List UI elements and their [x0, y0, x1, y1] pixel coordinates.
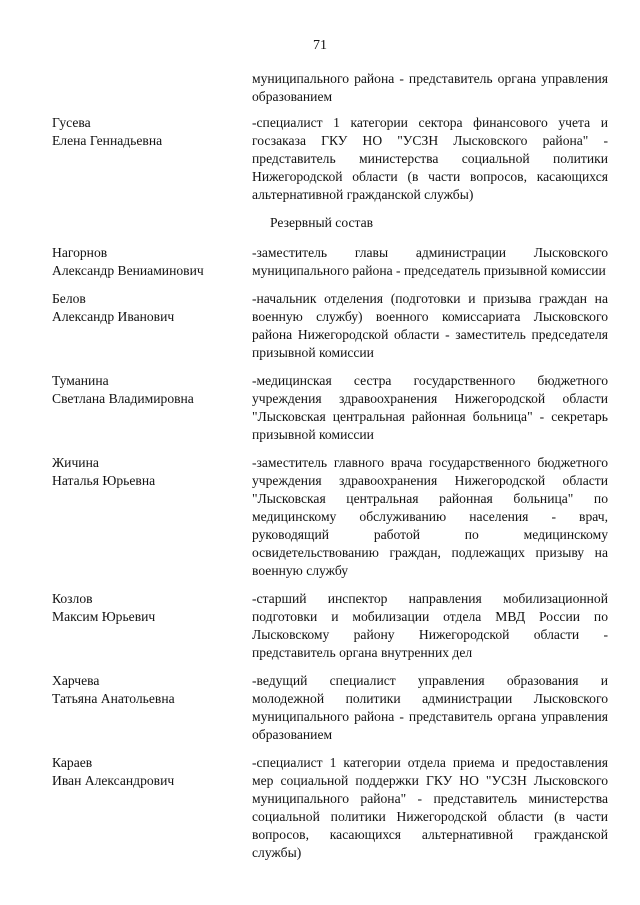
member-given-names: Татьяна Анатольевна	[52, 691, 175, 706]
member-surname: Козлов	[52, 591, 93, 606]
member-name	[52, 290, 252, 362]
member-name	[52, 372, 252, 444]
continuation-paragraph: муниципального района - представитель органа управления образованием	[252, 71, 608, 104]
reserve-member-entry	[52, 372, 608, 444]
member-surname: Туманина	[52, 373, 109, 388]
member-entry	[52, 114, 608, 204]
reserve-member-entry	[52, 590, 608, 662]
member-surname: Гусева	[52, 115, 91, 130]
member-role: -специалист 1 категории сектора финансового учета и госзаказа ГКУ НО "УСЗН Лысковского района" - представитель министерства социальной политики Нижегородской области (в части вопросов, касающихся альтернативной гражданской службы)	[252, 115, 608, 202]
reserve-section-title: Резервный состав	[270, 215, 374, 230]
reserve-member-entry	[52, 244, 608, 280]
member-given-names: Наталья Юрьевна	[52, 473, 156, 488]
member-name	[52, 590, 252, 662]
reserve-member-entry	[52, 754, 608, 862]
page-number: 71	[313, 38, 327, 53]
member-surname: Харчева	[52, 673, 100, 688]
member-role: -старший инспектор направления мобилизационной подготовки и мобилизации отдела МВД России по Лысковскому району Нижегородской области - представитель органа внутренних дел	[252, 591, 608, 660]
member-role: -заместитель главы администрации Лысковского муниципального района - председатель призывной комиссии	[252, 245, 608, 278]
member-role: -специалист 1 категории отдела приема и предоставления мер социальной поддержки ГКУ НО "УСЗН Лысковского муниципального района" - представитель министерства социальной политики Нижегородской области (в части вопросов, касающихся альтернативной гражданской службы)	[252, 755, 608, 860]
reserve-member-entry	[52, 672, 608, 744]
member-name	[52, 672, 252, 744]
reserve-member-entry	[52, 454, 608, 580]
member-given-names: Светлана Владимировна	[52, 391, 194, 406]
member-name	[52, 244, 252, 280]
member-given-names: Иван Александрович	[52, 773, 175, 788]
member-given-names: Александр Иванович	[52, 309, 175, 324]
member-name	[52, 754, 252, 862]
member-role: -ведущий специалист управления образования и молодежной политики администрации Лысковского муниципального района - представитель органа управления образованием	[252, 673, 608, 742]
member-surname: Жичина	[52, 455, 99, 470]
member-given-names: Елена Геннадьевна	[52, 133, 163, 148]
reserve-member-entry	[52, 290, 608, 362]
commission-document	[52, 70, 608, 872]
member-name	[52, 454, 252, 580]
member-role: -начальник отделения (подготовки и призыва граждан на военную службу) военного комиссариата Лысковского района Нижегородской области - заместитель председателя призывной комиссии	[252, 291, 608, 360]
member-role: -заместитель главного врача государственного бюджетного учреждения здравоохранения Нижегородской области "Лысковская центральная районная больница" по медицинскому обслуживанию населения - врач, руководящий работой по медицинскому освидетельствованию граждан, подлежащих призыву на военную службу	[252, 455, 608, 578]
member-surname: Караев	[52, 755, 93, 770]
member-given-names: Максим Юрьевич	[52, 609, 156, 624]
member-role: -медицинская сестра государственного бюджетного учреждения здравоохранения Нижегородской области "Лысковская центральная районная больница" - секретарь призывной комиссии	[252, 373, 608, 442]
member-name	[52, 114, 252, 204]
member-surname: Белов	[52, 291, 86, 306]
member-given-names: Александр Вениаминович	[52, 263, 204, 278]
member-surname: Нагорнов	[52, 245, 108, 260]
continued-role-text	[52, 70, 608, 106]
